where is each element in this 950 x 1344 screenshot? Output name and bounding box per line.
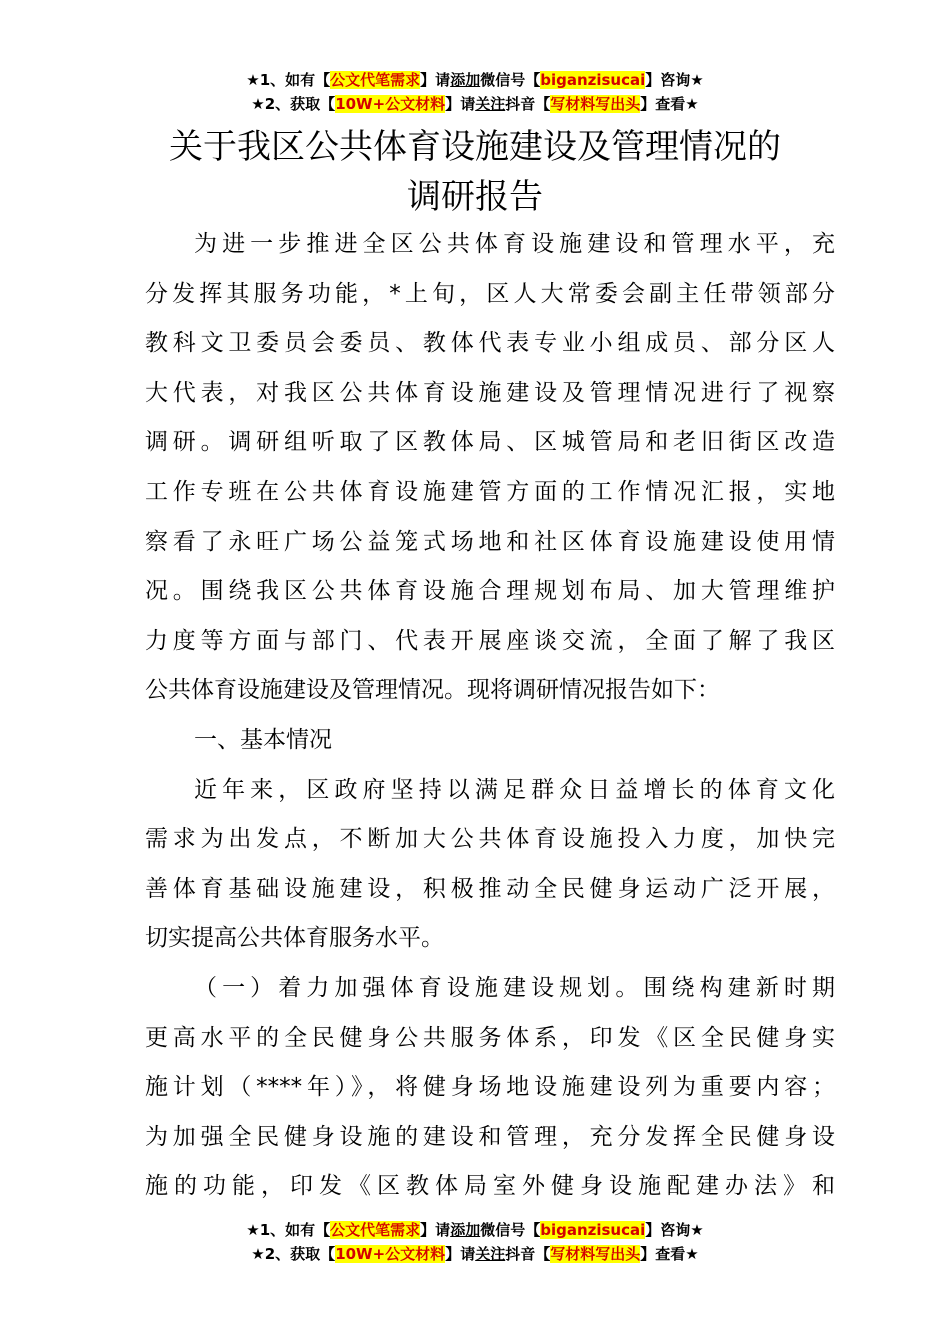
promo-wechat-id: biganzisucai xyxy=(540,71,646,89)
header-promo-banner xyxy=(0,68,950,116)
body-line: 为加强全民健身设施的建设和管理，充分发挥全民健身设 xyxy=(145,1123,835,1150)
body-line: 善体育基础设施建设，积极推动全民健身运动广泛开展， xyxy=(145,875,835,902)
promo-underlined: 添加 xyxy=(450,1221,481,1239)
body-line: 大代表，对我区公共体育设施建设及管理情况进行了视察 xyxy=(145,379,835,406)
promo-highlight: 10W+公文材料 xyxy=(335,1245,446,1263)
body-line: 调研。调研组听取了区教体局、区城管局和老旧街区改造 xyxy=(145,429,835,456)
promo-underlined: 添加 xyxy=(450,71,481,89)
section-heading: 一、基本情况 xyxy=(194,726,332,753)
promo-text: 】咨询★ xyxy=(645,71,704,89)
promo-douyin-id: 写材料写出头 xyxy=(550,95,641,113)
body-line: 施计划（****年）》，将健身场地设施建设列为重要内容； xyxy=(145,1074,835,1101)
promo-text: 】请 xyxy=(420,1221,451,1239)
promo-wechat-id: biganzisucai xyxy=(540,1221,646,1239)
promo-highlight: 公文代笔需求 xyxy=(330,71,421,89)
body-line: 察看了永旺广场公益笼式场地和社区体育设施建设使用情 xyxy=(145,528,835,555)
promo-line-1 xyxy=(0,68,950,92)
promo-text: ★1、如有【 xyxy=(246,1221,331,1239)
promo-highlight: 公文代笔需求 xyxy=(330,1221,421,1239)
body-line: 工作专班在公共体育设施建管方面的工作情况汇报，实地 xyxy=(145,478,835,505)
promo-underlined: 关注 xyxy=(475,1245,506,1263)
promo-douyin-id: 写材料写出头 xyxy=(550,1245,641,1263)
promo-underlined: 关注 xyxy=(475,95,506,113)
promo-text: 】请 xyxy=(445,1245,476,1263)
promo-text: ★2、获取【 xyxy=(251,95,336,113)
document-body xyxy=(145,220,835,1212)
body-line: 近年来，区政府坚持以满足群众日益增长的体育文化 xyxy=(194,776,835,803)
promo-line-2 xyxy=(0,1242,950,1266)
promo-highlight: 10W+公文材料 xyxy=(335,95,446,113)
body-line: 力度等方面与部门、代表开展座谈交流，全面了解了我区 xyxy=(145,627,835,654)
body-line: 需求为出发点，不断加大公共体育设施投入力度，加快完 xyxy=(145,826,835,853)
footer-promo-banner xyxy=(0,1218,950,1266)
body-line: 教科文卫委员会委员、教体代表专业小组成员、部分区人 xyxy=(145,330,835,357)
body-line: 施的功能，印发《区教体局室外健身设施配建办法》和 xyxy=(145,1173,835,1200)
promo-text: 抖音【 xyxy=(505,1245,551,1263)
promo-text: ★2、获取【 xyxy=(251,1245,336,1263)
promo-text: 微信号【 xyxy=(480,1221,541,1239)
title-line-2: 调研报告 xyxy=(407,177,543,217)
title-line-1: 关于我区公共体育设施建设及管理情况的 xyxy=(169,127,781,167)
promo-line-2 xyxy=(0,92,950,116)
promo-line-1 xyxy=(0,1218,950,1242)
document-title xyxy=(100,122,850,222)
promo-text: 抖音【 xyxy=(505,95,551,113)
promo-text: 】请 xyxy=(420,71,451,89)
promo-text: 微信号【 xyxy=(480,71,541,89)
body-line: 况。围绕我区公共体育设施合理规划布局、加大管理维护 xyxy=(145,578,835,605)
body-line: 更高水平的全民健身公共服务体系，印发《区全民健身实 xyxy=(145,1024,835,1051)
body-line: 公共体育设施建设及管理情况。现将调研情况报告如下： xyxy=(145,677,720,704)
body-line: 为进一步推进全区公共体育设施建设和管理水平，充 xyxy=(194,231,835,257)
promo-text: 】咨询★ xyxy=(645,1221,704,1239)
body-line: 分发挥其服务功能，*上旬，区人大常委会副主任带领部分 xyxy=(145,280,835,307)
subsection-line: （一）着力加强体育设施建设规划。围绕构建新时期 xyxy=(194,974,835,1001)
promo-text: 】查看★ xyxy=(640,1245,699,1263)
promo-text: 】请 xyxy=(445,95,476,113)
promo-text: 】查看★ xyxy=(640,95,699,113)
promo-text: ★1、如有【 xyxy=(246,71,331,89)
body-line: 切实提高公共体育服务水平。 xyxy=(145,925,444,952)
